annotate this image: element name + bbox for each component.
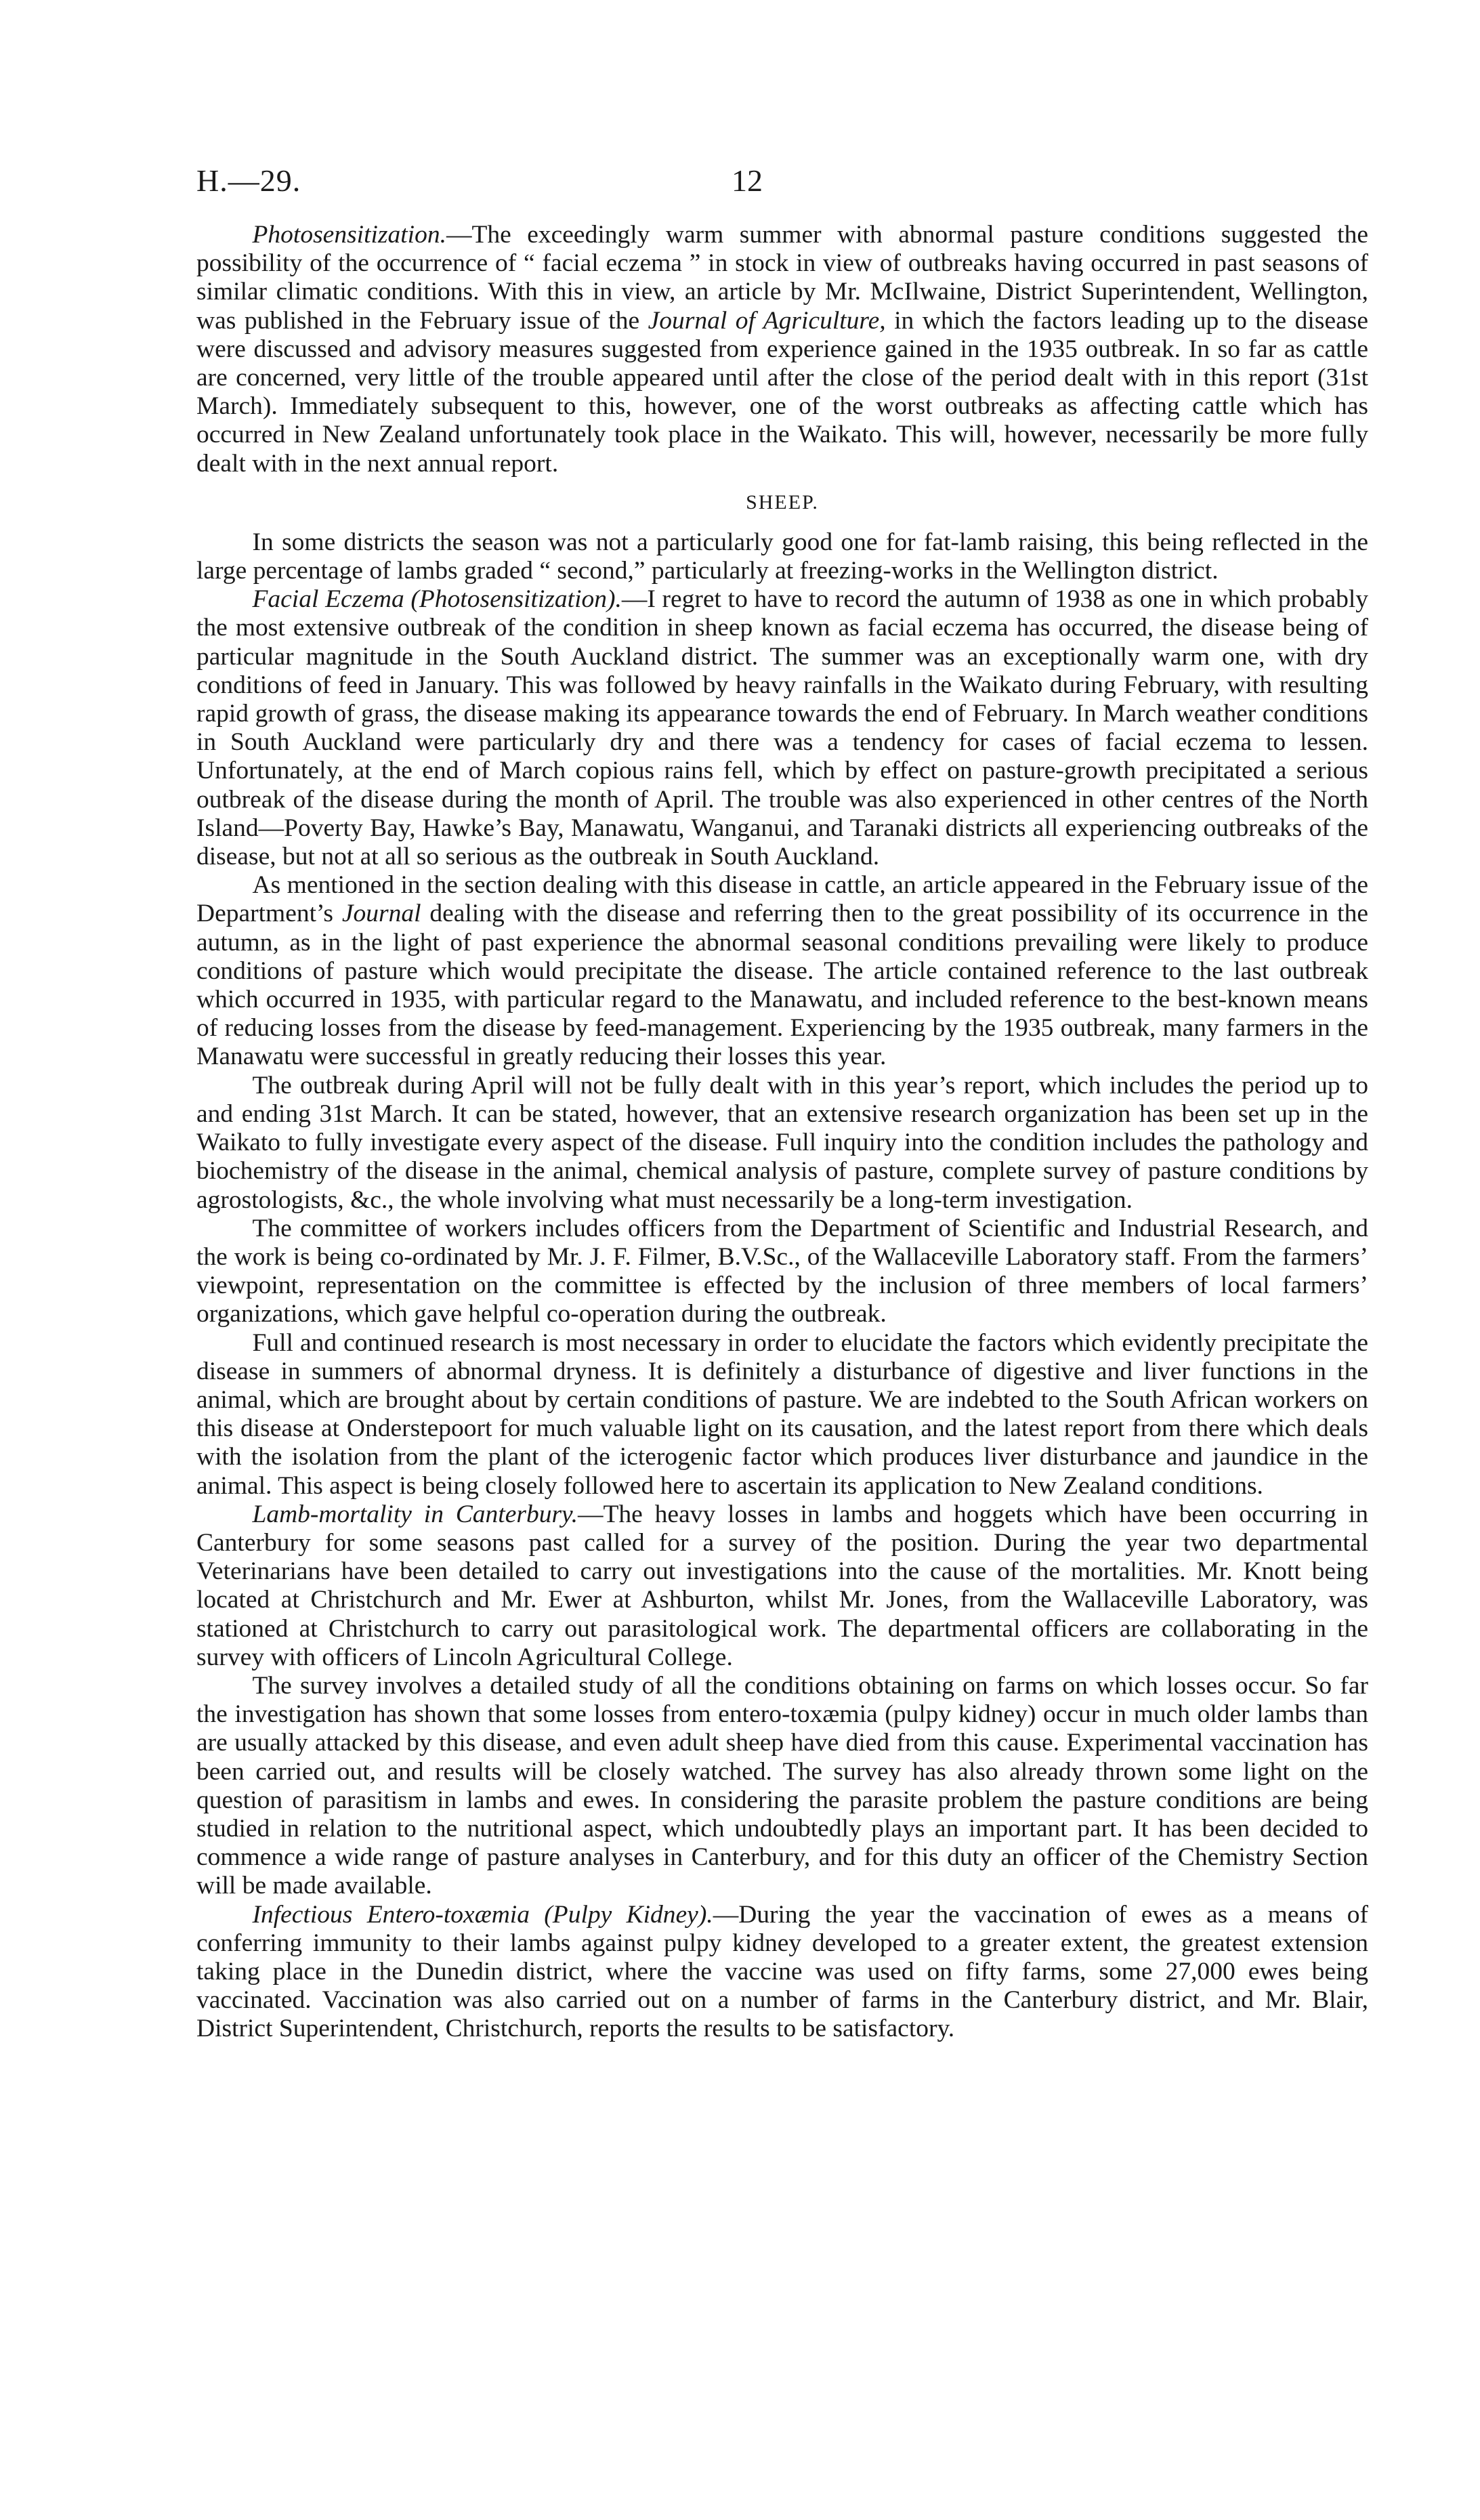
paragraph-text: —I regret to have to record the autumn of 1938 as one in which probably the most extensive outbreak of the condition in sheep known as facial eczema has occurred, the disease being of particular magnitude in the South Auckland district. The summer was an exceptionally warm one, with dry conditions of feed in January. This was followed by heavy rainfalls in the Waikato during February, with resulting rapid growth of grass, the disease making its appearance towards the end of February. In March weather conditions in South Auckland were particularly dry and there was a tendency for cases of facial eczema to lessen. Unfortunately, at the end of March copious rains fell, which by effect on pasture-growth precipitated a serious outbreak of the disease during the month of April. The trouble was also experienced in other centres of the North Island—Poverty Bay, Hawke’s Bay, Manawatu, Wanganui, and Taranaki districts all experiencing outbreaks of the disease, but not at all so serious as the outbreak in South Auckland. (196, 585, 1369, 871)
page-number: 12 (732, 163, 763, 198)
paragraph-committee: The committee of workers includes officers from the Department of Scientific and Industrial Research, and the work is being co-ordinated by Mr. J. F. Filmer, B.V.Sc., of the Wallaceville Laboratory staff. From the farmers’ viewpoint, representation on the committee is effected by the inclusion of three members of local farmers’ organizations, which gave helpful co-operation during the outbreak. (196, 1214, 1368, 1328)
paragraph-text: —The exceedingly warm summer with abnormal pasture conditions suggested the possibility of the occurrence of “ facial eczema ” in stock in view of outbreaks having occurred in past seasons of similar climatic conditions. With this in view, an article by Mr. McIlwaine, District Superintendent, Wellington, was published in the February issue of the (196, 221, 1368, 335)
journal-title: Journal (341, 900, 421, 928)
paragraph-survey: The survey involves a detailed study of all the conditions obtaining on farms on which losses occur. So far the investigation has shown that some losses from entero-toxæmia (pulpy kidney) occur in much older lambs than are usually attacked by this disease, and even adult sheep have died from this cause. Experimental vaccination has been carried out, and results will be closely watched. The survey has also already thrown some light on the question of parasitism in lambs and ewes. In considering the parasite problem the pasture conditions are being studied in relation to the nutritional aspect, which undoubtedly plays an important part. It has been decided to commence a wide range of pasture analyses in Canterbury, and for this duty an officer of the Chemistry Section will be made available. (196, 1671, 1368, 1900)
paragraph-text: —During the year the vaccination of ewes as a means of conferring immunity to their lambs against pulpy kidney developed to a greater extent, the greatest extension taking place in the Dunedin district, where the vaccine was used on fifty farms, some 27,000 ewes being vaccinated. Vaccination was also carried out on a number of farms in the Canterbury district, and Mr. Blair, District Superintendent, Christchurch, reports the results to be satisfactory. (196, 1900, 1368, 2043)
page-header (196, 163, 1368, 210)
section-heading-sheep: SHEEP. (746, 490, 819, 513)
body-text (196, 221, 1368, 2044)
paragraph-journal-article (196, 871, 1368, 1071)
paragraph-text: —The heavy losses in lambs and hoggets which have been occurring in Canterbury for some seasons past called for a survey of the position. During the year two departmental Veterinarians have been detailed to carry out investigations into the cause of the mortalities. Mr. Knott being located at Christchurch and Mr. Ewer at Ashburton, whilst Mr. Jones, from the Wallaceville Laboratory, was stationed at Christchurch to carry out parasitological work. The departmental officers are collaborating in the survey with officers of Lincoln Agricultural College. (196, 1500, 1368, 1671)
paragraph-photosensitization (196, 221, 1368, 478)
paragraph-text: As mentioned in the section dealing with this disease in cattle, an article appeared in the February issue of the Department’s (196, 871, 1368, 928)
paragraph-sheep-intro: In some districts the season was not a particularly good one for fat-lamb raising, this being reflected in the large percentage of lambs graded “ second,” particularly at freezing-works in the Wellington district. (196, 528, 1368, 585)
paragraph-lead: Facial Eczema (Photosensitization). (252, 585, 622, 614)
paragraph-pulpy-kidney (196, 1901, 1368, 2044)
paragraph-lead: Infectious Entero-toxæmia (Pulpy Kidney). (252, 1900, 713, 1929)
paragraph-text: in which the factors leading up to the disease were discussed and advisory measures suggested from experience gained in the 1935 outbreak. In so far as cattle are concerned, very little of the trouble appeared until after the close of the period dealt with in this report (31st March). Immediately subsequent to this, however, one of the worst outbreaks as affecting cattle which has occurred in New Zealand unfortunately took place in the Waikato. This will, however, necessarily be more fully dealt with in the next annual report. (196, 306, 1368, 478)
paragraph-text: dealing with the disease and referring then to the great possibility of its occurrence in the autumn, as in the light of past experience the abnormal seasonal conditions prevailing were likely to produce conditions of pasture which would precipitate the disease. The article contained reference to the last outbreak which occurred in 1935, with particular regard to the Manawatu, and included reference to the best-known means of reducing losses from the disease by feed-management. Experiencing by the 1935 outbreak, many farmers in the Manawatu were successful in greatly reducing their losses this year. (196, 900, 1368, 1071)
document-reference: H.—29. (196, 163, 301, 198)
paragraph-research: Full and continued research is most necessary in order to elucidate the factors which evidently precipitate the disease in summers of abnormal dryness. It is definitely a disturbance of digestive and liver functions in the animal, which are brought about by certain conditions of pasture. We are indebted to the South African workers on this disease at Onderstepoort for much valuable light on its causation, and the latest report from there which deals with the isolation from the plant of the icterogenic factor which produces liver disturbance and jaundice in the animal. This aspect is being closely followed here to ascertain its application to New Zealand conditions. (196, 1328, 1368, 1500)
paragraph-lead: Lamb-mortality in Canterbury. (252, 1500, 578, 1528)
journal-title: Journal of Agriculture, (648, 306, 886, 335)
paragraph-lead: Photosensitization. (252, 221, 446, 249)
paragraph-april-outbreak: The outbreak during April will not be fully dealt with in this year’s report, which includes the period up to and ending 31st March. It can be stated, however, that an extensive research organization has been set up in the Waikato to fully investigate every aspect of the disease. Full inquiry into the condition includes the pathology and biochemistry of the disease in the animal, chemical analysis of pasture, complete survey of pasture conditions by agrostologists, &c., the whole involving what must necessarily be a long-term investigation. (196, 1071, 1368, 1214)
paragraph-lamb-mortality (196, 1500, 1368, 1672)
paragraph-facial-eczema (196, 585, 1368, 871)
